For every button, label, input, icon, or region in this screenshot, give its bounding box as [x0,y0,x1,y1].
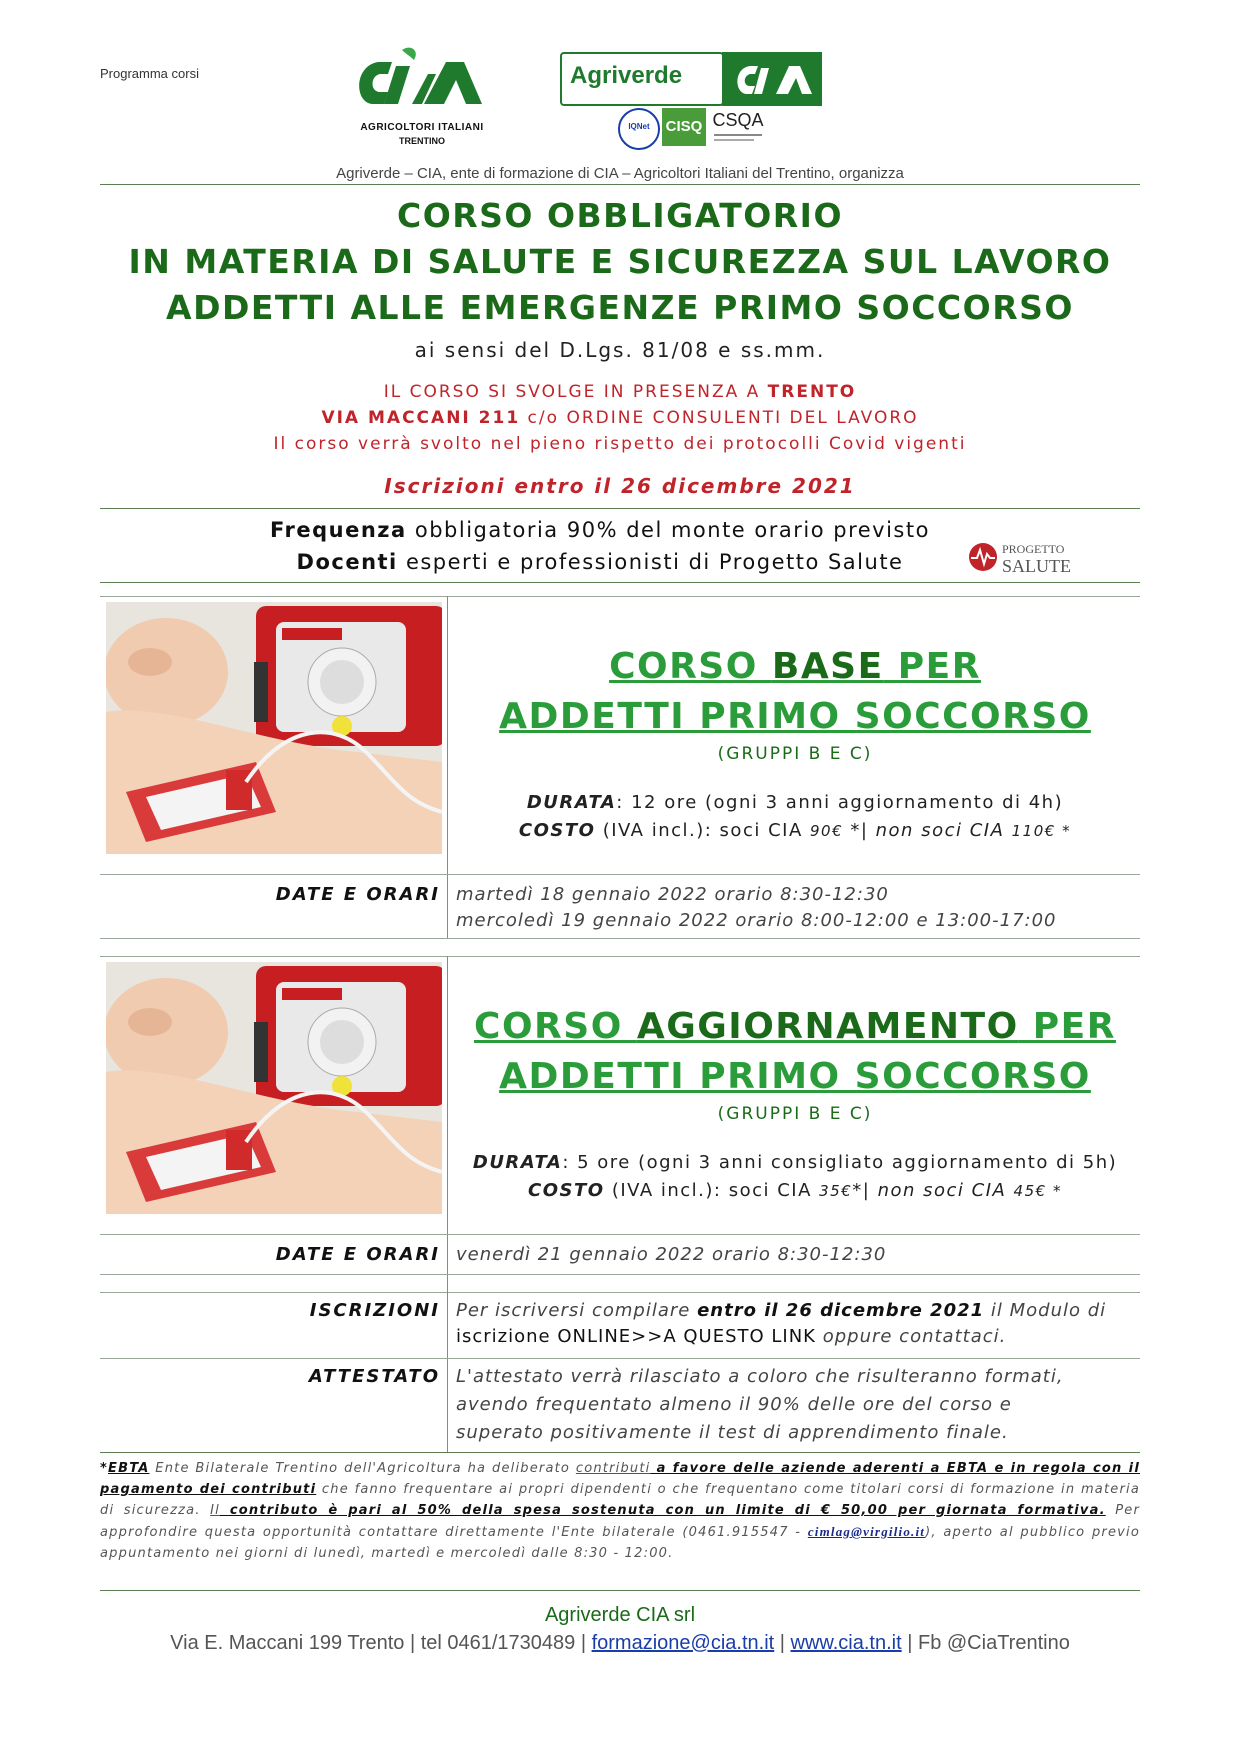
course-base-date-1: martedì 18 gennaio 2022 orario 8:30-12:30 [456,884,889,905]
covid-note: Il corso verrà svolto nel pieno rispetto dei protocolli Covid vigenti [273,434,967,454]
cia-logo-text: AGRICOLTORI ITALIANI [360,122,484,133]
course-base-cost: COSTO (IVA incl.): soci CIA 90€ *| non soci CIA 110€ * [518,820,1072,841]
progetto-salute-logo: PROGETTO SALUTE [968,538,1080,578]
iscrizioni-online-link[interactable]: iscrizione ONLINE>>A QUESTO LINK [456,1326,816,1347]
cia-logo-mark [352,44,492,120]
cia-logo-subtext: TRENTINO [399,136,445,146]
cisq-badge: CISQ [662,108,706,146]
course-base-title-1: CORSO BASE PER [609,646,981,687]
iscrizioni-label: ISCRIZIONI [309,1300,440,1321]
course-base-groups: (GRUPPI B E C) [717,744,873,764]
course-base-photo [106,602,442,854]
course-base-date-2: mercoledì 19 gennaio 2022 orario 8:00-12:00 e 13:00-17:00 [456,910,1057,931]
agriverde-logo-text: Agriverde [570,62,683,89]
cia-logo [352,44,492,152]
teachers-line: Docenti esperti e professionisti di Progetto Salute [296,550,904,574]
heartbeat-icon [968,542,998,572]
attestato-label: ATTESTATO [308,1366,440,1387]
csqa-badge: CSQA [708,108,768,146]
law-reference: ai sensi del D.Lgs. 81/08 e ss.mm. [414,338,826,362]
attestato-text-1: L'attestato verrà rilasciato a coloro che risulteranno formati, [456,1366,1064,1387]
enrollment-deadline: Iscrizioni entro il 26 dicembre 2021 [384,474,856,498]
agriverde-logo [560,52,824,106]
course-update-title-1: CORSO AGGIORNAMENTO PER [474,1006,1116,1047]
title-line-1: CORSO OBBLIGATORIO [396,196,844,235]
title-line-2: IN MATERIA DI SALUTE E SICUREZZA SUL LAVORO [128,242,1112,281]
frequency-line: Frequenza obbligatoria 90% del monte orario previsto [270,518,930,542]
organizer-line: Agriverde – CIA, ente di formazione di CIA – Agricoltori Italiani del Trentino, organizza [336,165,904,182]
location-line-1: IL CORSO SI SVOLGE IN PRESENZA A TRENTO [383,382,857,402]
location-line-2: VIA MACCANI 211 c/o ORDINE CONSULENTI DEL LAVORO [321,408,919,428]
footer-website-link[interactable]: www.cia.tn.it [790,1632,902,1654]
cpr-mannequin-image [106,962,442,1214]
course-base-dates-label: DATE E ORARI [275,884,440,905]
course-update-cost: COSTO (IVA incl.): soci CIA 35€*| non soci CIA 45€ * [528,1180,1062,1201]
iscrizioni-text-2: iscrizione ONLINE>>A QUESTO LINK oppure contattaci. [456,1326,1007,1347]
iqnet-badge: IQNet [618,108,660,150]
course-update-groups: (GRUPPI B E C) [717,1104,873,1124]
title-line-3: ADDETTI ALLE EMERGENZE PRIMO SOCCORSO [166,288,1074,327]
course-update-photo [106,962,442,1214]
agriverde-cia-mark [732,58,816,100]
footer-email-link[interactable]: formazione@cia.tn.it [591,1632,775,1654]
course-base-duration: DURATA: 12 ore (ogni 3 anni aggiornamento di 4h) [526,792,1064,813]
program-label: Programma corsi [100,66,199,81]
attestato-text-2: avendo frequentato almeno il 90% delle ore del corso e [456,1394,1012,1415]
course-update-dates-label: DATE E ORARI [275,1244,440,1265]
ebta-footnote: *EBTA Ente Bilaterale Trentino dell'Agricoltura ha deliberato contributi a favore delle aziende aderenti a EBTA e in regola con il pagamento dei contributi che fanno frequentare ai propri dipendenti o che frequentano come titolari corsi di formazione in materia di sicurezza. Il contributo è pari al 50% della spesa sostenuta con un limite di € 50,00 per giornata formativa. Per approfondire questa opportunità contattare direttamente l'Ente bilaterale (0461.915547 - cimlag@virgilio.it), aperto al pubblico previo appuntamento nei giorni di lunedì, martedì e mercoledì dalle 8:30 - 12:00. [100,1461,1141,1561]
course-update-date-1: venerdì 21 gennaio 2022 orario 8:30-12:30 [456,1244,887,1265]
course-update-duration: DURATA: 5 ore (ogni 3 anni consigliato aggiornamento di 5h) [472,1152,1118,1173]
course-base-title-2: ADDETTI PRIMO SOCCORSO [499,696,1091,737]
footer-contacts: Via E. Maccani 199 Trento | tel 0461/1730489 | formazione@cia.tn.it | www.cia.tn.it | Fb @CiaTrentino [170,1632,1070,1654]
attestato-text-3: superato positivamente il test di apprendimento finale. [456,1422,1009,1443]
footer-company: Agriverde CIA srl [544,1604,696,1626]
course-update-title-2: ADDETTI PRIMO SOCCORSO [499,1056,1091,1097]
iscrizioni-text-1: Per iscriversi compilare entro il 26 dicembre 2021 il Modulo di [456,1300,1107,1321]
ebta-email-link[interactable]: cimlag@virgilio.it [807,1524,926,1539]
cpr-mannequin-image [106,602,442,854]
